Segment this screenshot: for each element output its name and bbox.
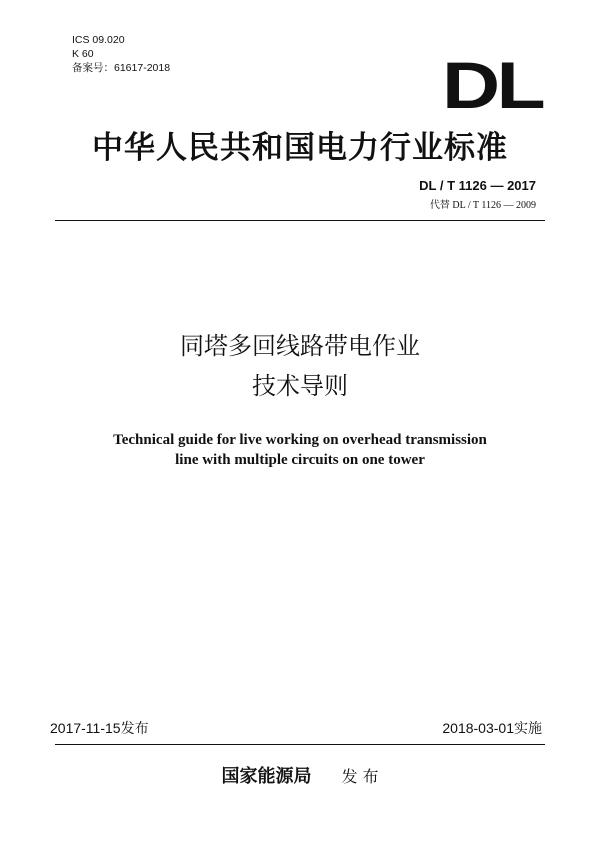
chinese-title-line-2: 技术导则 (252, 372, 348, 400)
effective-date: 2018-03-01实施 (442, 720, 542, 736)
bottom-divider (55, 744, 545, 745)
dl-logo: DL (441, 48, 542, 122)
issuer-name: 国家能源局 (221, 766, 312, 787)
english-title-line-1: Technical guide for live working on overhead transmission (113, 432, 487, 448)
record-number: 备案号：61617-2018 (72, 62, 171, 74)
replaces-standard: 代替 DL / T 1126 — 2009 (429, 200, 536, 211)
ics-code: ICS 09.020 (72, 34, 125, 46)
ccs-code: K 60 (72, 48, 94, 60)
issuer-line (0, 762, 600, 788)
top-divider (55, 220, 545, 221)
english-title-line-2: line with multiple circuits on one tower (175, 452, 425, 468)
chinese-title-line-1: 同塔多回线路带电作业 (180, 332, 420, 360)
issuer-action: 发 布 (341, 767, 379, 786)
standard-category-title: 中华人民共和国电力行业标准 (92, 130, 508, 166)
standard-number: DL / T 1126 — 2017 (419, 178, 536, 193)
issue-date: 2017-11-15发布 (50, 720, 149, 736)
